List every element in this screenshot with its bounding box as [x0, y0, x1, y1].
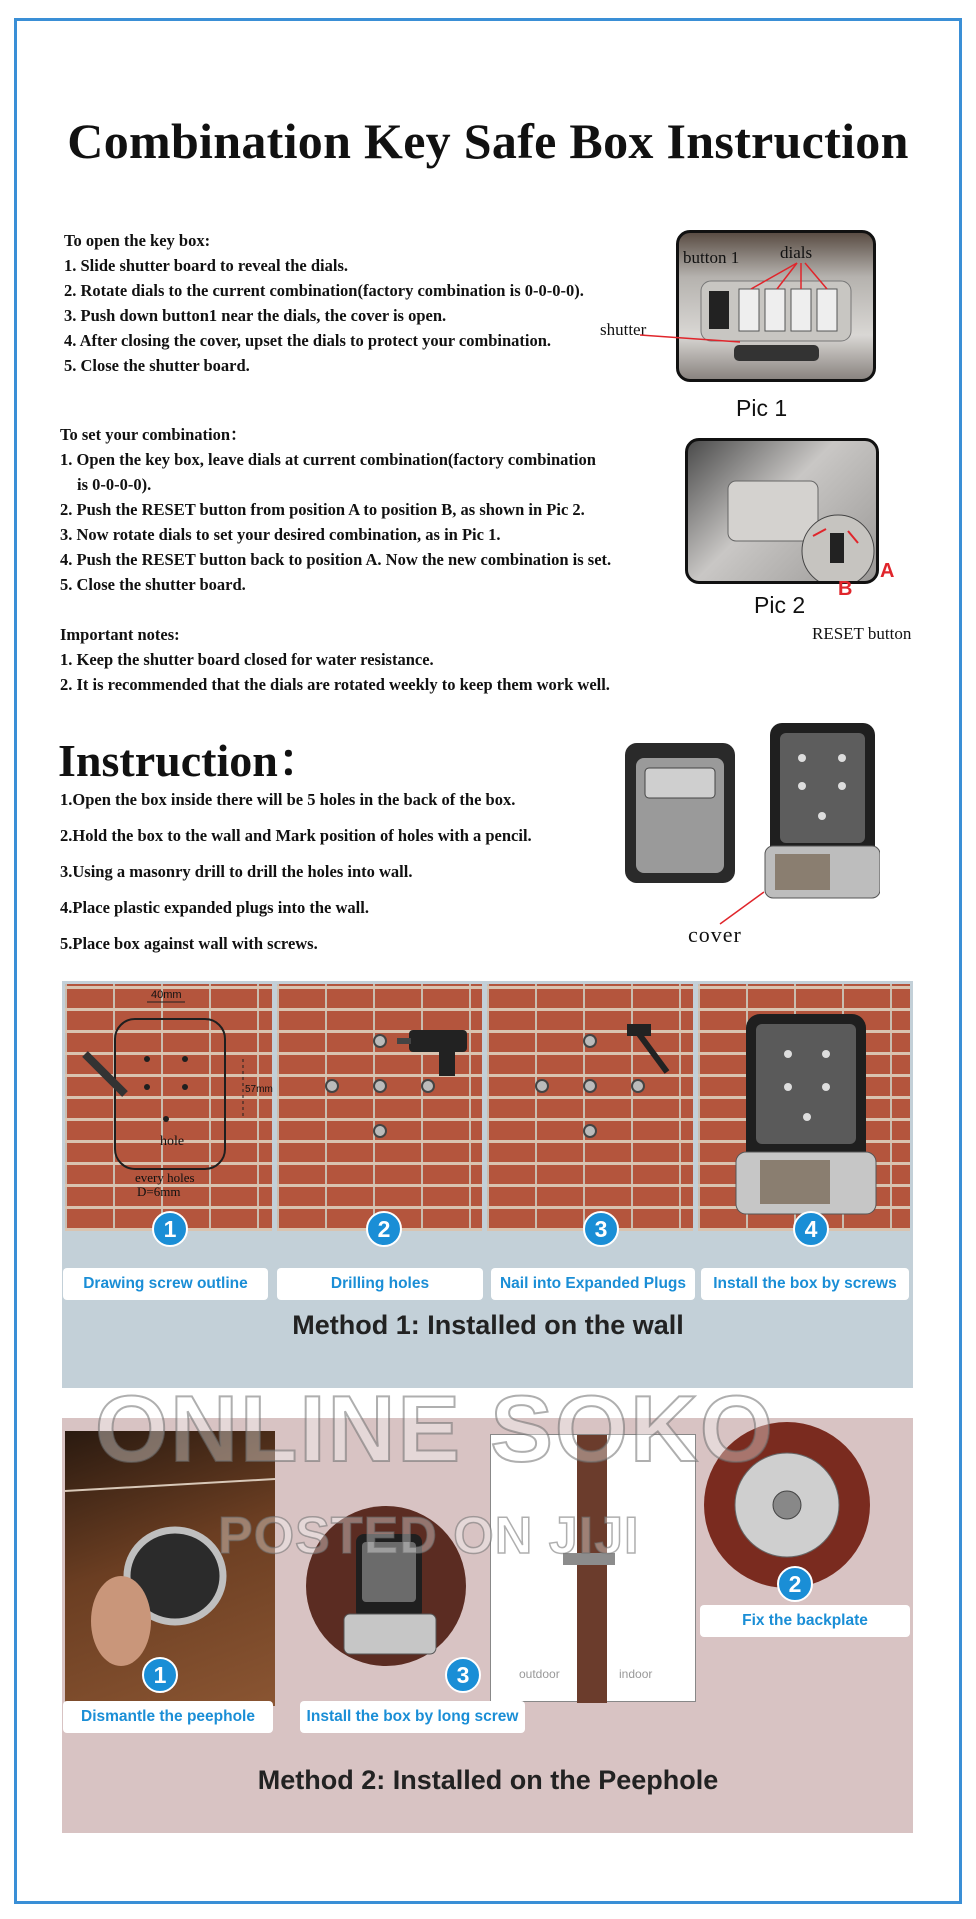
method1-step-label: Drilling holes	[277, 1268, 483, 1300]
shutter-arrow	[640, 325, 750, 345]
step-number-badge: 1	[142, 1657, 178, 1693]
method2-title: Method 2: Installed on the Peephole	[257, 1765, 719, 1795]
diameter-label: D=6mm	[137, 1184, 181, 1199]
method1-step-label: Drawing screw outline	[63, 1268, 268, 1300]
set-step: 1. Open the key box, leave dials at current combination(factory combination	[60, 450, 596, 469]
method2-step-label: Fix the backplate	[700, 1605, 910, 1637]
open-step: 2. Rotate dials to the current combination(factory combination is 0-0-0-0).	[64, 281, 584, 300]
hole-mark	[583, 1079, 597, 1093]
every-holes-label: every holes	[135, 1170, 195, 1185]
hole-label: hole	[160, 1134, 185, 1149]
page-title: Combination Key Safe Box Instruction	[67, 113, 909, 169]
step-number-badge: 2	[777, 1566, 813, 1602]
step-number-badge: 1	[152, 1211, 188, 1247]
instruction-heading: Instruction：	[58, 735, 324, 786]
set-instructions	[60, 422, 611, 597]
method2-step-label: Install the box by long screw	[300, 1701, 525, 1733]
drill-icon	[397, 1022, 477, 1082]
pic2-reset-label: RESET button	[812, 624, 912, 643]
notes-heading: Important notes:	[60, 625, 180, 644]
instruction-step: 2.Hold the box to the wall and Mark position of holes with a pencil.	[60, 826, 532, 845]
brick-panel-1	[65, 984, 272, 1231]
hole-mark	[535, 1079, 549, 1093]
watermark-line2: POSTED ON JIJI	[218, 1507, 640, 1565]
reset-position-a: A	[880, 560, 895, 582]
note-item: 1. Keep the shutter board closed for water resistance.	[60, 650, 434, 669]
open-step: 5. Close the shutter board.	[64, 356, 250, 375]
brick-panel-2	[277, 984, 482, 1231]
reset-position-b: B	[838, 578, 853, 600]
brick-panel-3	[487, 984, 693, 1231]
instruction-steps	[60, 790, 532, 970]
set-step: 5. Close the shutter board.	[60, 575, 246, 594]
watermark-line1: ONLINE SOKO	[95, 1376, 776, 1481]
hole-mark	[583, 1124, 597, 1138]
key-box-product-image	[620, 718, 880, 903]
step-number-badge: 2	[366, 1211, 402, 1247]
instruction-step: 3.Using a masonry drill to drill the holes into wall.	[60, 862, 413, 881]
method1-step-label: Nail into Expanded Plugs	[491, 1268, 695, 1300]
dim-width-label: 40mm	[151, 989, 182, 1001]
hammer-icon	[627, 1020, 687, 1080]
important-notes	[60, 622, 610, 697]
installed-box-image	[698, 984, 910, 1231]
set-heading: To set your combination：	[60, 425, 247, 444]
set-step: 4. Push the RESET button back to position A. Now the new combination is set.	[60, 550, 612, 569]
reset-illustration	[688, 441, 879, 584]
pic2-photo	[685, 438, 879, 584]
method1-title: Method 1: Installed on the wall	[292, 1310, 684, 1340]
open-step: 1. Slide shutter board to reveal the dials.	[64, 256, 349, 275]
hole-mark	[373, 1079, 387, 1093]
pic1-button-label: button 1	[683, 248, 740, 267]
pic2-caption: Pic 2	[754, 592, 806, 618]
note-item: 2. It is recommended that the dials are rotated weekly to keep them work well.	[60, 675, 610, 694]
method2-step-label: Dismantle the peephole	[63, 1701, 273, 1733]
open-instructions	[64, 228, 584, 378]
pic1-caption: Pic 1	[736, 395, 788, 421]
open-heading: To open the key box:	[64, 231, 211, 250]
set-step: 3. Now rotate dials to set your desired combination, as in Pic 1.	[60, 525, 501, 544]
brick-panel-4	[698, 984, 910, 1231]
dim-height-label: 57mm	[245, 1084, 273, 1095]
open-step: 4. After closing the cover, upset the dials to protect your combination.	[64, 331, 552, 350]
hole-mark	[373, 1124, 387, 1138]
instruction-step: 1.Open the box inside there will be 5 holes in the back of the box.	[60, 790, 516, 809]
pic1-dials-label: dials	[780, 243, 813, 262]
hole-mark	[631, 1079, 645, 1093]
cover-label: cover	[688, 922, 742, 947]
set-step: 2. Push the RESET button from position A to position B, as shown in Pic 2.	[60, 500, 585, 519]
indoor-label: indoor	[619, 1667, 653, 1681]
method1-step-label: Install the box by screws	[701, 1268, 909, 1300]
step-number-badge: 3	[583, 1211, 619, 1247]
set-step: is 0-0-0-0).	[77, 475, 152, 494]
instruction-step: 5.Place box against wall with screws.	[60, 934, 318, 953]
hole-mark	[373, 1034, 387, 1048]
pic1-shutter-label: shutter	[600, 320, 647, 339]
open-step: 3. Push down button1 near the dials, the cover is open.	[64, 306, 447, 325]
step-number-badge: 3	[445, 1657, 481, 1693]
instruction-step: 4.Place plastic expanded plugs into the wall.	[60, 898, 369, 917]
hole-mark	[325, 1079, 339, 1093]
outdoor-label: outdoor	[519, 1667, 560, 1681]
hole-mark	[583, 1034, 597, 1048]
step-number-badge: 4	[793, 1211, 829, 1247]
